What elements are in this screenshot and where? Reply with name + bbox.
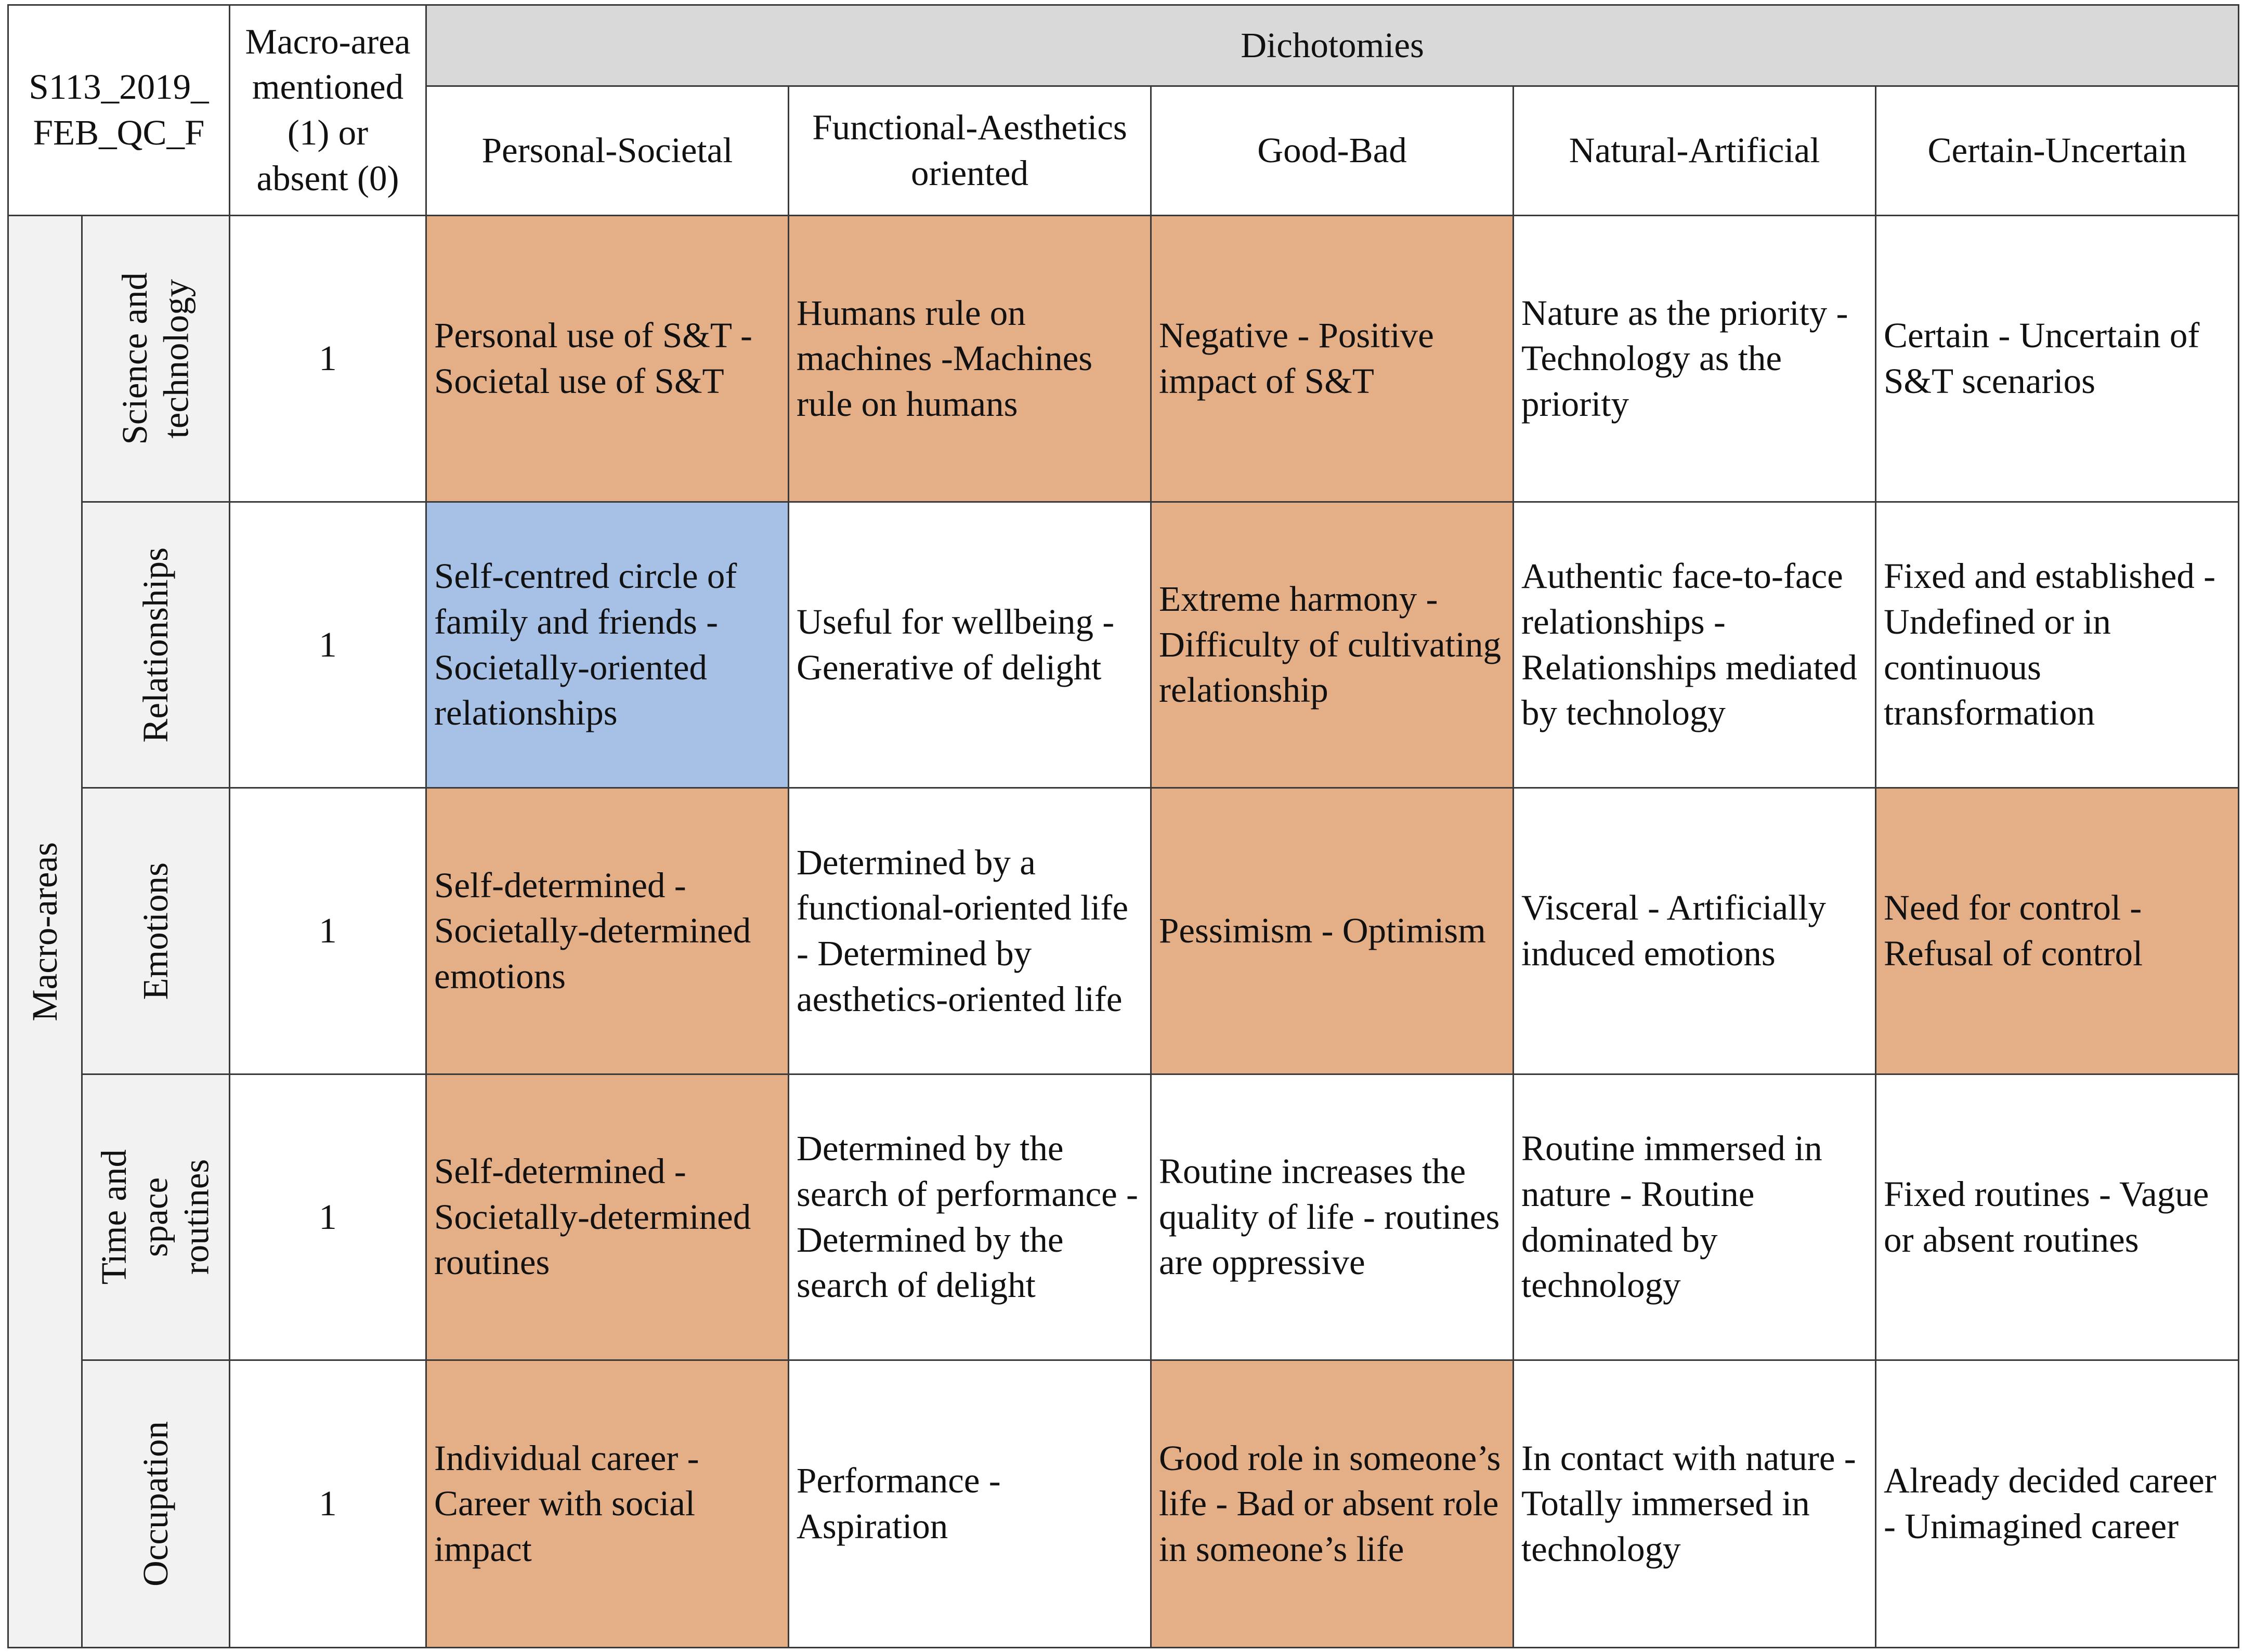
dichotomy-cell: Certain - Uncertain of S&T scenarios <box>1876 216 2239 502</box>
mentioned-value: 1 <box>230 502 426 788</box>
macro-area-cell <box>82 1074 230 1360</box>
dichotomy-cell: Routine immersed in nature - Routine dominated by technology <box>1514 1074 1876 1360</box>
macro-area-cell <box>82 216 230 502</box>
dichotomies-table <box>7 4 2239 1648</box>
column-header-5: Certain-Uncertain <box>1876 86 2239 216</box>
dichotomy-cell: Authentic face-to-face relationships - Relationships mediated by technology <box>1514 502 1876 788</box>
dichotomy-cell: Humans rule on machines -Machines rule on humans <box>789 216 1151 502</box>
column-header-4: Natural-Artificial <box>1514 86 1876 216</box>
mentioned-value: 1 <box>230 1074 426 1360</box>
dichotomy-cell: Pessimism - Optimism <box>1151 788 1514 1074</box>
dichotomy-cell: Self-determined - Societally-determined routines <box>426 1074 789 1360</box>
dichotomy-cell: Negative - Positive impact of S&T <box>1151 216 1514 502</box>
table-row <box>8 1074 2239 1360</box>
column-header-3: Good-Bad <box>1151 86 1514 216</box>
dichotomy-cell: Individual career - Career with social impact <box>426 1360 789 1648</box>
dichotomy-cell: Performance - Aspiration <box>789 1360 1151 1648</box>
header-row-top <box>8 5 2239 86</box>
corner-label: S113_2019_ FEB_QC_F <box>8 5 230 216</box>
column-header-1: Personal-Societal <box>426 86 789 216</box>
dichotomy-cell: Useful for wellbeing - Generative of delight <box>789 502 1151 788</box>
dichotomy-cell: Need for control - Refusal of control <box>1876 788 2239 1074</box>
dichotomy-cell: Determined by a functional-oriented life - Determined by aesthetics-oriented life <box>789 788 1151 1074</box>
macro-area-label: Time and space routines <box>94 1149 217 1285</box>
dichotomies-header: Dichotomies <box>426 5 2239 86</box>
dichotomy-cell: Extreme harmony - Difficulty of cultivating relationship <box>1151 502 1514 788</box>
mentioned-value: 1 <box>230 1360 426 1648</box>
macro-area-label: Relationships <box>135 547 175 743</box>
dichotomy-cell: In contact with nature - Totally immersed in technology <box>1514 1360 1876 1648</box>
macro-area-label: Science and technology <box>115 272 196 445</box>
dichotomy-cell: Self-centred circle of family and friends - Societally-oriented relationships <box>426 502 789 788</box>
macro-area-label: Emotions <box>135 862 175 1000</box>
dichotomy-cell: Good role in someone’s life - Bad or absent role in someone’s life <box>1151 1360 1514 1648</box>
macro-areas-side-label <box>8 216 82 1648</box>
macro-area-label: Occupation <box>135 1421 175 1587</box>
dichotomy-cell: Nature as the priority - Technology as the priority <box>1514 216 1876 502</box>
dichotomy-cell: Fixed routines - Vague or absent routines <box>1876 1074 2239 1360</box>
dichotomy-cell: Fixed and established - Undefined or in continuous transformation <box>1876 502 2239 788</box>
dichotomy-cell: Routine increases the quality of life - routines are oppressive <box>1151 1074 1514 1360</box>
table-row <box>8 502 2239 788</box>
mentioned-value: 1 <box>230 216 426 502</box>
table-row <box>8 1360 2239 1648</box>
macro-area-cell <box>82 1360 230 1648</box>
table-row <box>8 788 2239 1074</box>
macro-areas-label-text: Macro-areas <box>24 842 64 1021</box>
macro-area-cell <box>82 788 230 1074</box>
macro-area-cell <box>82 502 230 788</box>
column-header-2: Functional-Aesthetics oriented <box>789 86 1151 216</box>
table-body <box>8 5 2239 1648</box>
dichotomy-cell: Self-determined - Societally-determined emotions <box>426 788 789 1074</box>
mention-header: Macro-area mentioned (1) or absent (0) <box>230 5 426 216</box>
dichotomy-cell: Personal use of S&T - Societal use of S&T <box>426 216 789 502</box>
mentioned-value: 1 <box>230 788 426 1074</box>
dichotomy-cell: Already decided career - Unimagined career <box>1876 1360 2239 1648</box>
table-row <box>8 216 2239 502</box>
dichotomy-cell: Determined by the search of performance - Determined by the search of delight <box>789 1074 1151 1360</box>
dichotomy-cell: Visceral - Artificially induced emotions <box>1514 788 1876 1074</box>
